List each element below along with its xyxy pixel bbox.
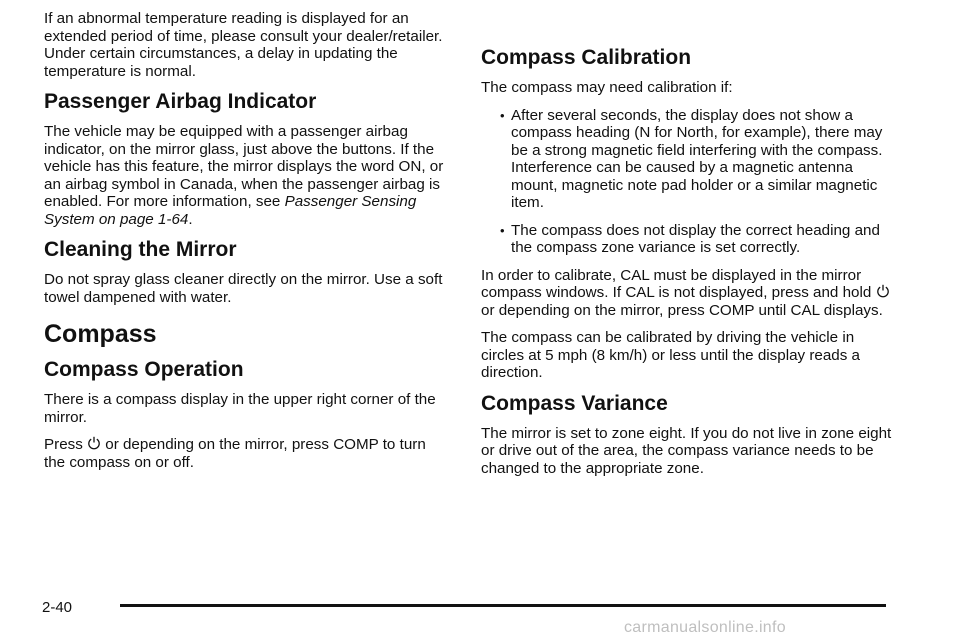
cleaning-mirror-heading: Cleaning the Mirror bbox=[44, 238, 237, 261]
press-text-start: Press bbox=[44, 436, 88, 453]
airbag-text: The vehicle may be equipped with a passenger airbag indicator, on the mirror glass, just above the buttons. If the vehicle has this feature, the mirror displays the word ON, or an airbag symbol in Canada, when the passenger airbag is enabled. For more information, see bbox=[44, 123, 444, 210]
calibration-conditions-list bbox=[481, 107, 901, 257]
compass-operation-heading: Compass Operation bbox=[44, 358, 244, 381]
calibrate-text-start: In order to calibrate, CAL must be displayed in the mirror compass windows. If CAL is not displayed, press and hold bbox=[481, 266, 876, 301]
power-button-icon bbox=[87, 436, 101, 450]
compass-variance-paragraph: The mirror is set to zone eight. If you do not live in zone eight or drive out of the area, the compass variance needs to be changed to the appropriate zone. bbox=[481, 424, 892, 477]
compass-calibration-heading: Compass Calibration bbox=[481, 46, 692, 69]
site-watermark: carmanualsonline.info bbox=[624, 619, 786, 636]
bullet-icon: • bbox=[500, 107, 505, 123]
passenger-sensing-reference: Passenger Sensing System on page 1-64 bbox=[44, 193, 417, 228]
airbag-text-end: . bbox=[188, 210, 193, 228]
airbag-indicator-heading: Passenger Airbag Indicator bbox=[44, 90, 317, 113]
list-item-text: The compass does not display the correct heading and the compass zone variance is set correctly. bbox=[511, 221, 880, 256]
list-item bbox=[481, 222, 901, 257]
press-button-paragraph bbox=[44, 436, 444, 471]
calibrate-instructions-paragraph bbox=[481, 267, 901, 320]
calibrate-text-end: or depending on the mirror, press COMP until CAL displays. bbox=[481, 301, 883, 319]
footer-divider bbox=[120, 604, 886, 607]
right-column bbox=[481, 10, 901, 487]
compass-variance-heading: Compass Variance bbox=[481, 391, 668, 415]
bullet-icon: • bbox=[500, 222, 505, 238]
press-text-end: or depending on the mirror, press COMP to turn the compass on or off. bbox=[44, 436, 426, 471]
page-number: 2-40 bbox=[42, 599, 73, 616]
airbag-indicator-paragraph bbox=[44, 123, 444, 228]
compass-heading: Compass bbox=[44, 320, 157, 348]
power-button-icon bbox=[876, 284, 890, 298]
calibration-intro-paragraph: The compass may need calibration if: bbox=[481, 79, 733, 96]
cleaning-mirror-paragraph: Do not spray glass cleaner directly on the mirror. Use a soft towel dampened with water. bbox=[44, 271, 443, 306]
temperature-paragraph: If an abnormal temperature reading is displayed for an extended period of time, please consult your dealer/retailer. Under certain circumstances, a delay in updating the temperature is normal. bbox=[44, 10, 443, 80]
list-item bbox=[481, 107, 901, 212]
list-item-text: After several seconds, the display does not show a compass heading (N for North, for example), there may be a strong magnetic field interfering with the compass. Interference can be caused by a magnetic antenna mount, magnetic note pad holder or a similar magnetic item. bbox=[511, 106, 883, 211]
driving-calibration-paragraph: The compass can be calibrated by driving the vehicle in circles at 5 mph (8 km/h) or less until the display reads a direction. bbox=[481, 329, 860, 381]
left-column bbox=[44, 10, 444, 481]
compass-operation-paragraph: There is a compass display in the upper right corner of the mirror. bbox=[44, 391, 436, 426]
